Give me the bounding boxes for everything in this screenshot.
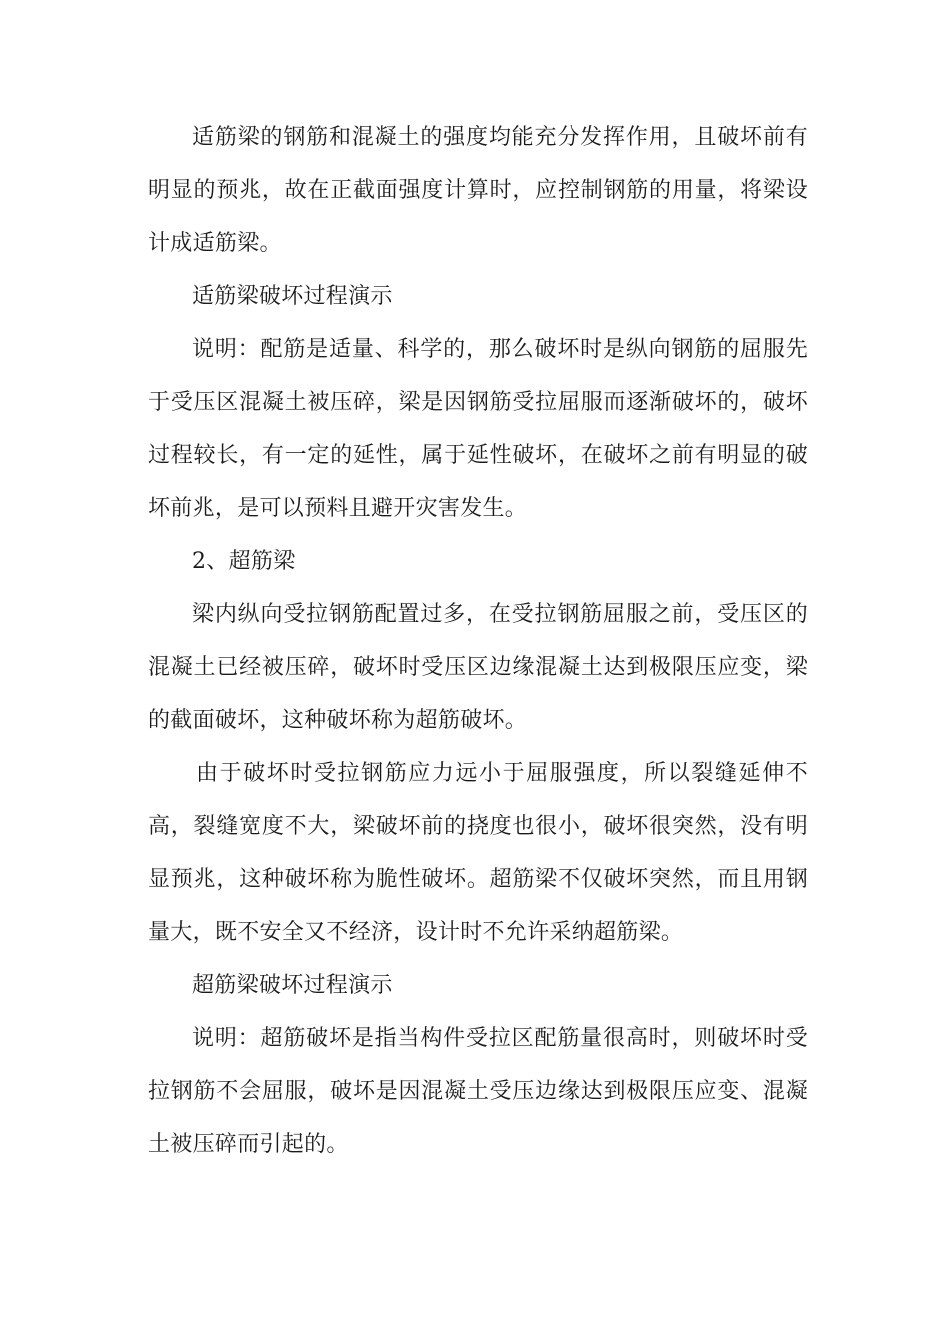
paragraph-over-reinforced-demo-heading: 超筋梁破坏过程演示 [192,973,393,998]
document-body [148,111,808,1171]
paragraph-under-reinforced-explanation: 说明：配筋是适量、科学的，那么破坏时是纵向钢筋的屈服先于受压区混凝土被压碎，梁是因钢筋受拉屈服而逐渐破坏的，破坏过程较长，有一定的延性，属于延性破坏，在破坏之前有明显的破坏前兆，是可以预料且避开灾害发生。 [148,337,808,521]
paragraph-brittle-failure: 由于破坏时受拉钢筋应力远小于屈服强度，所以裂缝延伸不高，裂缝宽度不大，梁破坏前的挠度也很小，破坏很突然，没有明显预兆，这种破坏称为脆性破坏。超筋梁不仅破坏突然，而且用钢量大，既不安全又不经济，设计时不允许采纳超筋梁。 [148,761,808,945]
paragraph-under-reinforced-demo-heading: 适筋梁破坏过程演示 [192,284,393,309]
paragraph-over-reinforced-definition: 梁内纵向受拉钢筋配置过多，在受拉钢筋屈服之前，受压区的混凝土已经被压碎，破坏时受压区边缘混凝土达到极限压应变，梁的截面破坏，这种破坏称为超筋破坏。 [148,602,808,733]
section-heading-over-reinforced: 2、超筋梁 [192,549,296,574]
paragraph-over-reinforced-explanation: 说明：超筋破坏是指当构件受拉区配筋量很高时，则破坏时受拉钢筋不会屈服，破坏是因混凝土受压边缘达到极限压应变、混凝土被压碎而引起的。 [148,1026,808,1157]
paragraph-under-reinforced-summary: 适筋梁的钢筋和混凝土的强度均能充分发挥作用，且破坏前有明显的预兆，故在正截面强度计算时，应控制钢筋的用量，将梁设计成适筋梁。 [148,125,808,256]
